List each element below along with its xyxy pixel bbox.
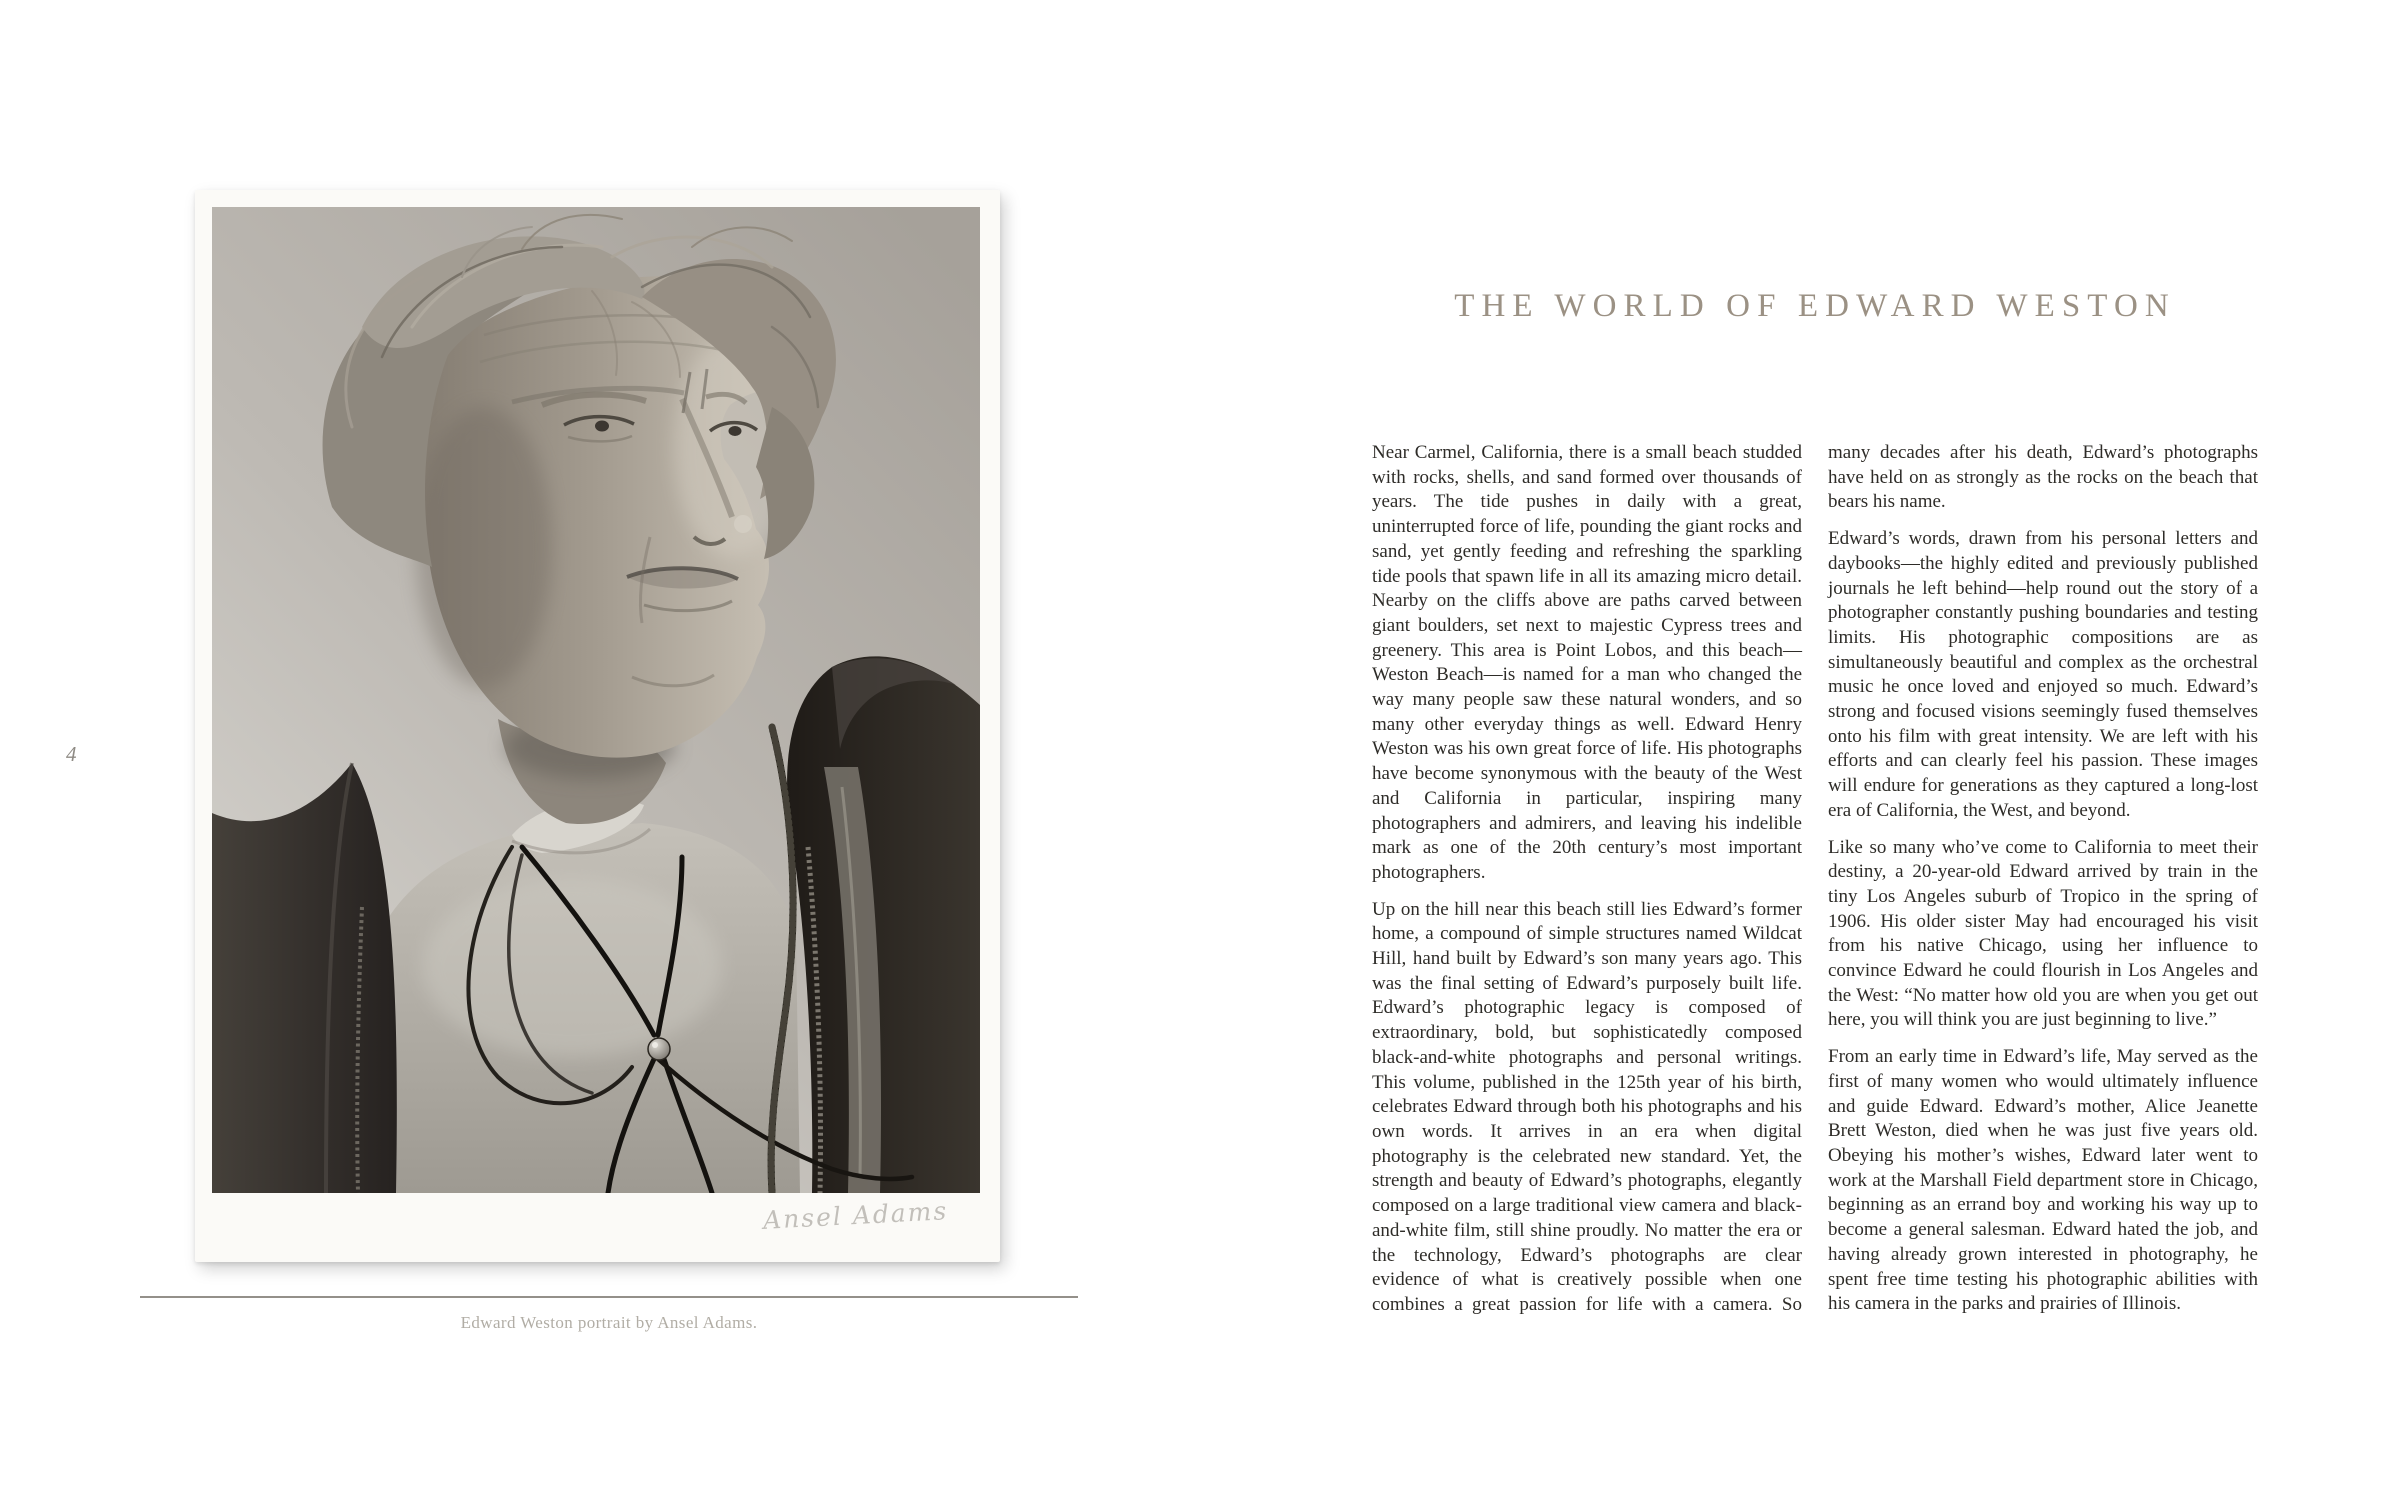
photo-caption: Edward Weston portrait by Ansel Adams. <box>460 1313 758 1332</box>
paragraph-4: Like so many who’ve come to California to meet their destiny, a 20-year-old Edward arrived by train in the tiny Los Angeles suburb of Tropico in the spring of 1906. His older sister May had encouraged his visit from his native Chicago, using her influence to convince Edward he could flourish in Los Angeles and the West: “No matter how old you are when you get out here, you will think you are just beginning to live.” <box>1828 836 2258 1031</box>
body-text <box>1372 441 2258 1331</box>
photo-print <box>195 190 1000 1262</box>
edward-weston-portrait-photo <box>212 207 980 1193</box>
paragraph-3: Edward’s words, drawn from his personal letters and daybooks—the highly edited and previously published journals he left behind—help round out the story of a photographer constantly pushing boundaries and testing limits. His photographic compositions are as simultaneously beautiful and complex as the orchestral music he once loved and enjoyed so much. Edward’s strong and focused visions seemingly fused themselves onto his film with great intensity. We are left with his efforts and can clearly feel his passion. These images will endure for generations as they captured a long-lost era of California, the West, and beyond. <box>1828 528 2258 821</box>
paragraph-5: From an early time in Edward’s life, May served as the first of many women who would ultimately influence and guide Edward. Edward’s mother, Alice Jeanette Brett Weston, died when he was just five years old. Obeying his mother’s wishes, Edward later went to work at the Marshall Field department store in Chicago, beginning as an errand boy and working his way up to become a general salesman. Edward hated the job, and having already grown interested in photography, he spent free time testing his photographic abilities with his camera in the parks and prairies of Illinois. <box>1828 1046 2258 1315</box>
photographer-signature: Ansel Adams <box>762 1196 949 1235</box>
portrait-illustration <box>212 207 980 1193</box>
caption-divider-rule <box>140 1296 1078 1298</box>
paragraph-2: Up on the hill near this beach still lies Edward’s former home, a compound of simple structures named Wildcat Hill, hand built by Edward’s son many years ago. This was the final setting of Edward’s purposely built life. Edward’s photographic legacy is composed of extraordinary, bold, but sophisticatedly composed black-and-white photographs and personal writings. This volume, published in the 125th year of his birth, celebrates Edward through both his photographs and his own words. It arrives in an era when digital photography is the celebrated new standard. Yet, the strength and beauty of Edward’s photographs, elegantly composed on a large traditional view camera and black-and-white film, still shine proudly. No matter the era or the technology, Edward’s photographs are clear evidence of what is creatively possible when one combines a great passion for life with a camera. So many decades after his death, Edward’s photographs have held on as strongly as the rocks on the beach that bears his name. <box>1372 442 2258 1315</box>
chapter-title: THE WORLD OF EDWARD WESTON <box>1454 288 2176 324</box>
page-number: 4 <box>66 742 77 766</box>
paragraph-1: Near Carmel, California, there is a small beach studded with rocks, shells, and sand formed over thousands of years. The tide pushes in daily with a great, uninterrupted force of life, pounding the giant rocks and sand, yet gently feeding and refreshing the sparkling tide pools that spawn life in all its amazing micro detail. Nearby on the cliffs above are paths carved between giant boulders, set next to majestic Cypress trees and greenery. This area is Point Lobos, and this beach—Weston Beach—is named for a man who changed the way many people saw these natural wonders, and so many other everyday things as well. Edward Henry Weston was his own great force of life. His photographs have become synonymous with the beauty of the West and California in particular, inspiring many photographers and admirers, and leaving his indelible mark as one of the 20th century’s most important photographers. <box>1372 442 1802 883</box>
